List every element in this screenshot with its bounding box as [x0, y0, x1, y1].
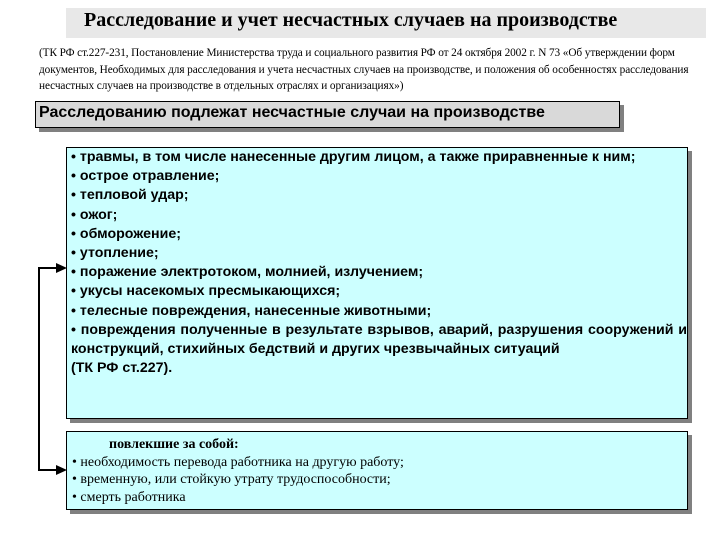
- list-item: • обморожение;: [71, 225, 687, 244]
- list-item: • смерть работника: [72, 489, 687, 507]
- list-item: • утопление;: [71, 244, 687, 263]
- injury-types-box: [66, 147, 688, 419]
- legal-reference: (ТК РФ ст.227-231, Постановление Министерства труда и социального развития РФ от 24 октября 2002 г. N 73 «Об утверждении форм документов, Необходимых для расследования и учета несчастных случаев на производстве, и положения об особенностях расследования несчастных случаев на производстве в отдельных отраслях и организациях»): [39, 47, 689, 92]
- list-item: • необходимость перевода работника на другую работу;: [72, 454, 687, 472]
- section-heading-box: [35, 101, 620, 128]
- consequences-box: [66, 431, 688, 510]
- connector-line: [38, 267, 40, 471]
- list-item: • телесные повреждения, нанесенные животными;: [71, 302, 687, 321]
- list-item: • травмы, в том числе нанесенные другим лицом, а также приравненные к ним;: [71, 148, 687, 167]
- list-item: • повреждения полученные в результате взрывов, аварий, разрушения сооружений и конструкций, стихийных бедствий и других чрезвычайных ситуаций: [71, 321, 687, 359]
- list-item: • поражение электротоком, молнией, излучением;: [71, 263, 687, 282]
- page-title: Расследование и учет несчастных случаев на производстве: [84, 9, 618, 31]
- list-item: • укусы насекомых пресмыкающихся;: [71, 282, 687, 301]
- list-item: • острое отравление;: [71, 167, 687, 186]
- article-reference: (ТК РФ ст.227).: [71, 360, 173, 377]
- list-item: • ожог;: [71, 206, 687, 225]
- list-item: • тепловой удар;: [71, 186, 687, 205]
- arrow-to-consequences-line: [38, 469, 57, 471]
- list-item: • временную, или стойкую утрату трудоспособности;: [72, 471, 687, 489]
- arrow-to-injuries-line: [38, 267, 57, 269]
- consequences-heading: повлекшие за собой:: [109, 437, 239, 452]
- section-heading: Расследованию подлежат несчастные случаи на производстве: [39, 104, 545, 121]
